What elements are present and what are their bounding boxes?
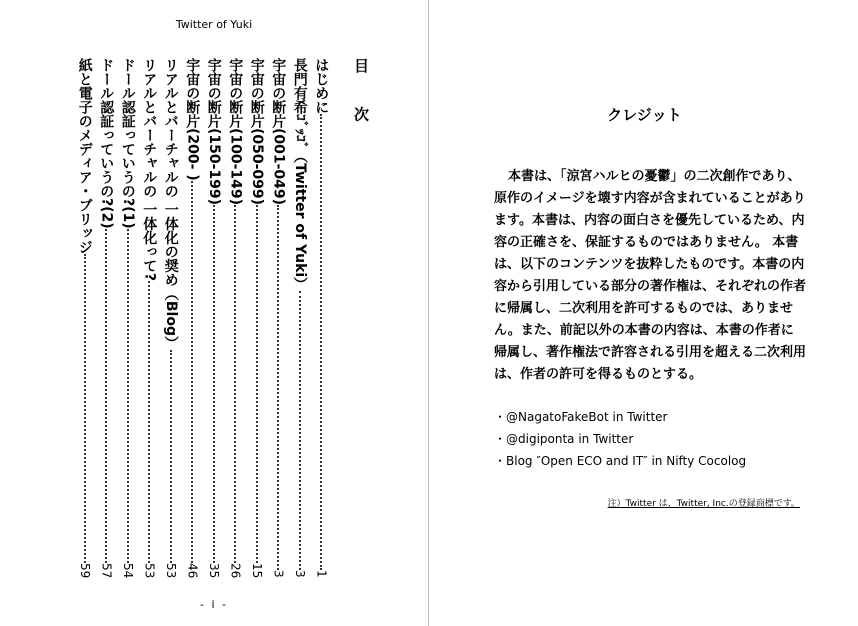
source-item: ・Blog ″Open ECO and IT″ in Nifty Cocolog [494,454,747,468]
toc-leader-dots [256,205,258,563]
toc-entry [74,58,96,578]
toc-leader-dots [191,181,193,563]
left-page [0,0,428,626]
toc-entry-page: 1 [314,570,329,578]
toc-entry [160,58,182,578]
toc-entry-title: はじめに [313,58,330,114]
toc-leader-dots [213,205,215,563]
toc-entry-title: 宇宙の断片(050-099) [248,58,265,206]
toc-heading: 目 次 [352,58,370,136]
toc-leader-dots [84,254,86,563]
toc-entry-title: ドール認証っていうの?(1) [119,58,136,229]
toc-entry-title: リアルとバーチャルの 一体化の奨め（Blog） [162,58,179,350]
toc-entry-page: 3 [271,570,286,578]
source-list [494,406,814,472]
toc-entry-page: 57 [99,562,114,578]
toc-entry-page: 35 [206,562,221,578]
page-spine [428,0,429,626]
toc-entry [182,58,204,578]
toc-entry [96,58,118,578]
credit-title: クレジット [607,106,682,124]
toc-entry [289,58,311,578]
toc-leader-dots [234,205,236,563]
toc-entry-title: 宇宙の断片(100-149) [227,58,244,206]
toc-entry-title: 宇宙の断片(200- ) [184,58,201,181]
toc-entry-page: 53 [142,562,157,578]
toc-leader-dots [127,229,129,563]
toc-entry-title: 長門有希ｺﾞｯｺﾞ（Twitter of Yuki） [291,58,308,292]
toc-leader-dots [148,281,150,563]
toc-entry [246,58,268,578]
right-page [431,0,858,626]
toc-entry-title: ドール認証っていうの?(2) [98,58,115,229]
running-head: Twitter of Yuki [175,18,253,31]
toc-entry-page: 46 [185,562,200,578]
table-of-contents [42,58,372,578]
toc-entry-page: 3 [292,570,307,578]
toc-entry-page: 53 [163,562,178,578]
credit-body: 本書は、「涼宮ハルヒの憂鬱」の二次創作であり、原作のイメージを壊す内容が含まれていることがあります。本書は、内容の面白さを優先しているため、内容の正確さを、保証するものではありません。 本書は、以下のコンテンツを抜粋したものです。本書の内容から引用している部分の著作権は、それぞれの作者に帰属し、二次利用を許可するものでは、ありません。また、前記以外の本書の内容は、本書の作者に帰属し、著作権法で許容される引用を超える二次利用は、作者の許可を得るものとする。 [494,169,807,382]
toc-entry-title: 宇宙の断片(001-049) [270,58,287,206]
toc-entry [117,58,139,578]
toc-leader-dots [105,229,107,563]
toc-entry-title: 宇宙の断片(150-199) [205,58,222,206]
toc-leader-dots [320,114,322,570]
toc-leader-dots [299,291,301,570]
source-item: ・@NagatoFakeBot in Twitter [494,410,668,424]
toc-leader-dots [277,205,279,570]
toc-entry-title: 紙と電子のメディア・ブリッジ [76,58,93,254]
toc-leader-dots [170,350,172,563]
toc-entry-page: 54 [120,562,135,578]
toc-entry [139,58,161,578]
toc-entry-page: 59 [77,562,92,578]
toc-entry-page: 15 [249,562,264,578]
toc-entry [268,58,290,578]
toc-entry [203,58,225,578]
toc-entry [225,58,247,578]
trademark-footnote: 注）Twitter は、Twitter, Inc.の登録商標です。 [607,499,800,509]
toc-entry [311,58,333,578]
toc-entry-title: リアルとバーチャルの 一体化って? [141,58,158,281]
toc-entry-page: 26 [228,562,243,578]
page-number: - i - [200,598,228,611]
source-item: ・@digiponta in Twitter [494,432,634,446]
